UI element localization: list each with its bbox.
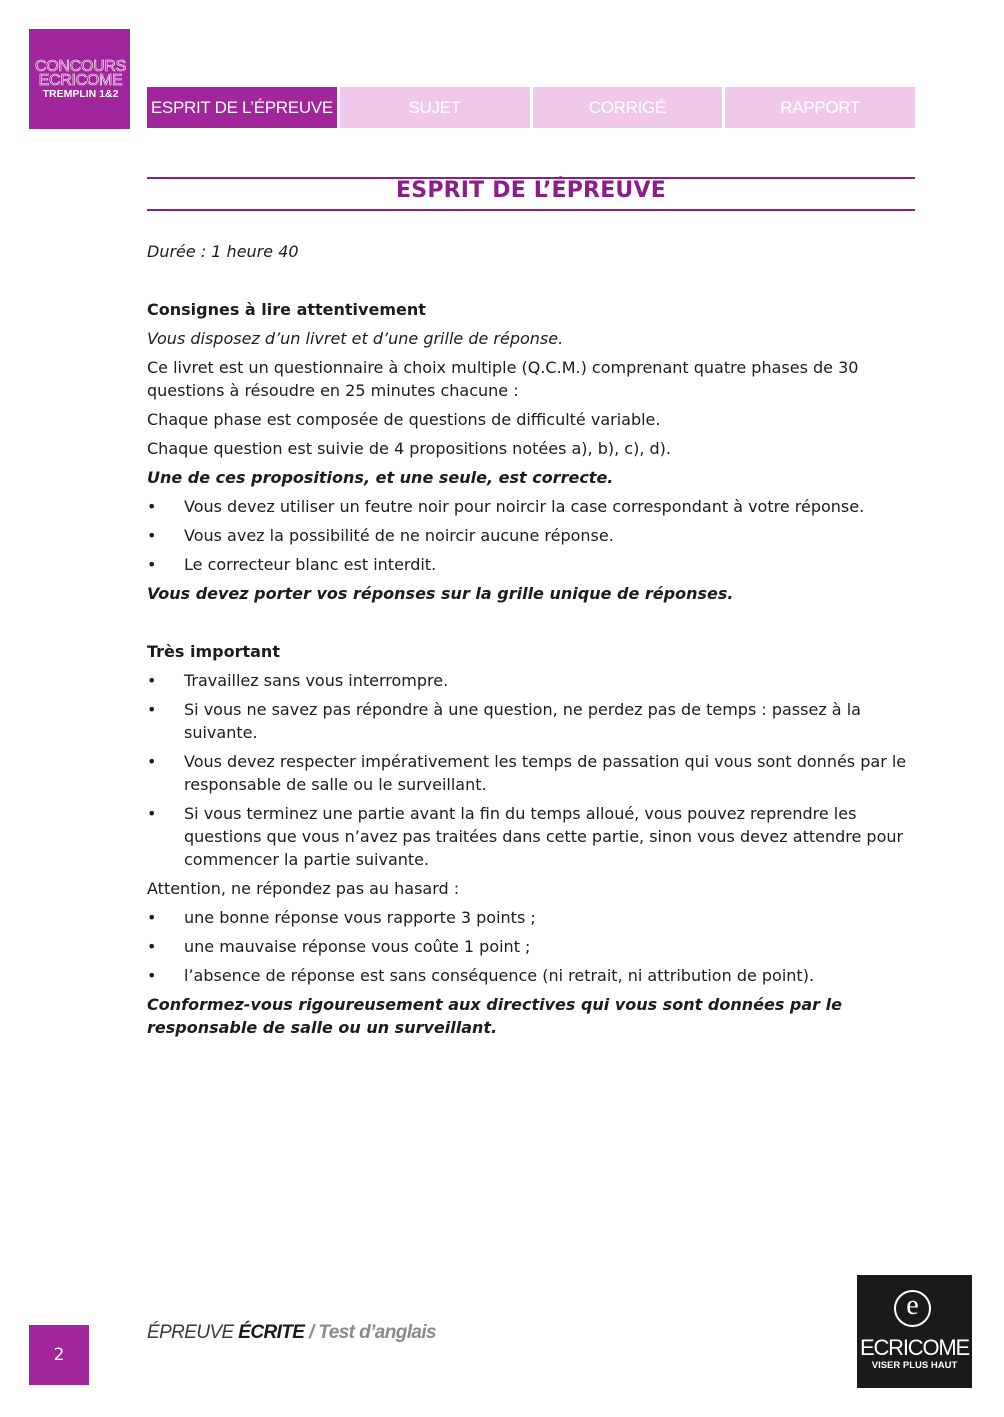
consignes-paragraph-1: Ce livret est un questionnaire à choix multiple (Q.C.M.) comprenant quatre phases de 30 questions à résoudre en 25 minutes chacune : [147,358,859,400]
list-item-text: Vous devez utiliser un feutre noir pour noircir la case correspondant à votre réponse. [184,497,865,516]
bullet-icon: • [147,937,157,956]
attention-text: Attention, ne répondez pas au hasard : [147,879,460,898]
bullet-icon: • [147,497,157,516]
list-item-text: Vous devez respecter impérativement les temps de passation qui vous sont donnés par le responsable de salle ou le surveillant. [184,752,907,794]
brand-tagline: VISER PLUS HAUT [871,1360,958,1371]
footer-epreuve: ÉPREUVE [147,1322,239,1343]
consignes-emphasis: Une de ces propositions, et une seule, est correcte. [147,468,614,487]
bullet-icon: • [147,752,157,771]
list-item-text: une mauvaise réponse vous coûte 1 point ; [184,937,531,956]
section-tabs [147,87,915,128]
bullet-icon: • [147,700,157,719]
bullet-icon: • [147,671,157,690]
list-item-text: Si vous terminez une partie avant la fin du temps alloué, vous pouvez reprendre les questions que vous n’avez pas traitées dans cette partie, sinon vous devez attendre pour commencer la partie suivante. [184,804,904,869]
tab-esprit-epreuve[interactable]: ESPRIT DE L’ÉPREUVE [147,87,337,128]
list-item [147,524,915,547]
important-heading: Très important [147,642,280,661]
page-number: 2 [29,1325,89,1385]
list-item [147,698,915,744]
bullet-icon: • [147,908,157,927]
consignes-paragraph-2: Chaque phase est composée de questions de difficulté variable. [147,410,661,429]
footer-title [147,1322,436,1344]
concours-logo [29,29,130,129]
heading-rule-bottom [147,209,915,211]
bullet-icon: • [147,804,157,823]
list-item [147,906,915,929]
bullet-icon: • [147,966,157,985]
list-item-text: Travaillez sans vous interrompre. [184,671,449,690]
tab-corrige[interactable]: CORRIGÉ [533,87,723,128]
footer-separator: / [304,1322,319,1343]
logo-line-concours: CONCOURS [35,58,126,75]
bullet-icon: • [147,555,157,574]
duration-text: Durée : 1 heure 40 [147,242,299,261]
logo-line-tremplin: TREMPLIN 1&2 [42,88,119,100]
list-item [147,750,915,796]
list-item [147,669,915,692]
list-item-text: l’absence de réponse est sans conséquence (ni retrait, ni attribution de point). [184,966,815,985]
list-item [147,802,915,871]
list-item-text: Vous avez la possibilité de ne noircir aucune réponse. [184,526,614,545]
brand-letter: e [906,1290,919,1321]
list-item-text: Si vous ne savez pas répondre à une question, ne perdez pas de temps : passez à la suivante. [184,700,861,742]
main-content [147,240,915,1045]
list-item [147,935,915,958]
list-item-text: Le correcteur blanc est interdit. [184,555,437,574]
consignes-paragraph-3: Chaque question est suivie de 4 propositions notées a), b), c), d). [147,439,671,458]
list-item-text: une bonne réponse vous rapporte 3 points ; [184,908,536,927]
consignes-heading: Consignes à lire attentivement [147,300,426,319]
consignes-intro: Vous disposez d’un livret et d’une grille de réponse. [147,329,564,348]
spacer [147,611,915,640]
consignes-closing: Vous devez porter vos réponses sur la grille unique de réponses. [147,584,734,603]
list-item [147,964,915,987]
tab-rapport[interactable]: RAPPORT [725,87,915,128]
list-item [147,553,915,576]
logo-line-ecricome: ECRICOME [38,72,123,89]
tab-sujet[interactable]: SUJET [340,87,530,128]
section-title: ESPRIT DE L’ÉPREUVE [396,178,666,203]
important-closing: Conformez-vous rigoureusement aux directives qui vous sont données par le responsable de salle ou un surveillant. [147,995,842,1037]
footer-ecrite: ÉCRITE [238,1322,305,1343]
ecricome-brand-logo [857,1275,972,1388]
brand-name: ECRICOME [860,1335,969,1360]
list-item [147,495,915,518]
bullet-icon: • [147,526,157,545]
spacer [147,269,915,298]
footer-subject: Test d’anglais [318,1322,437,1343]
